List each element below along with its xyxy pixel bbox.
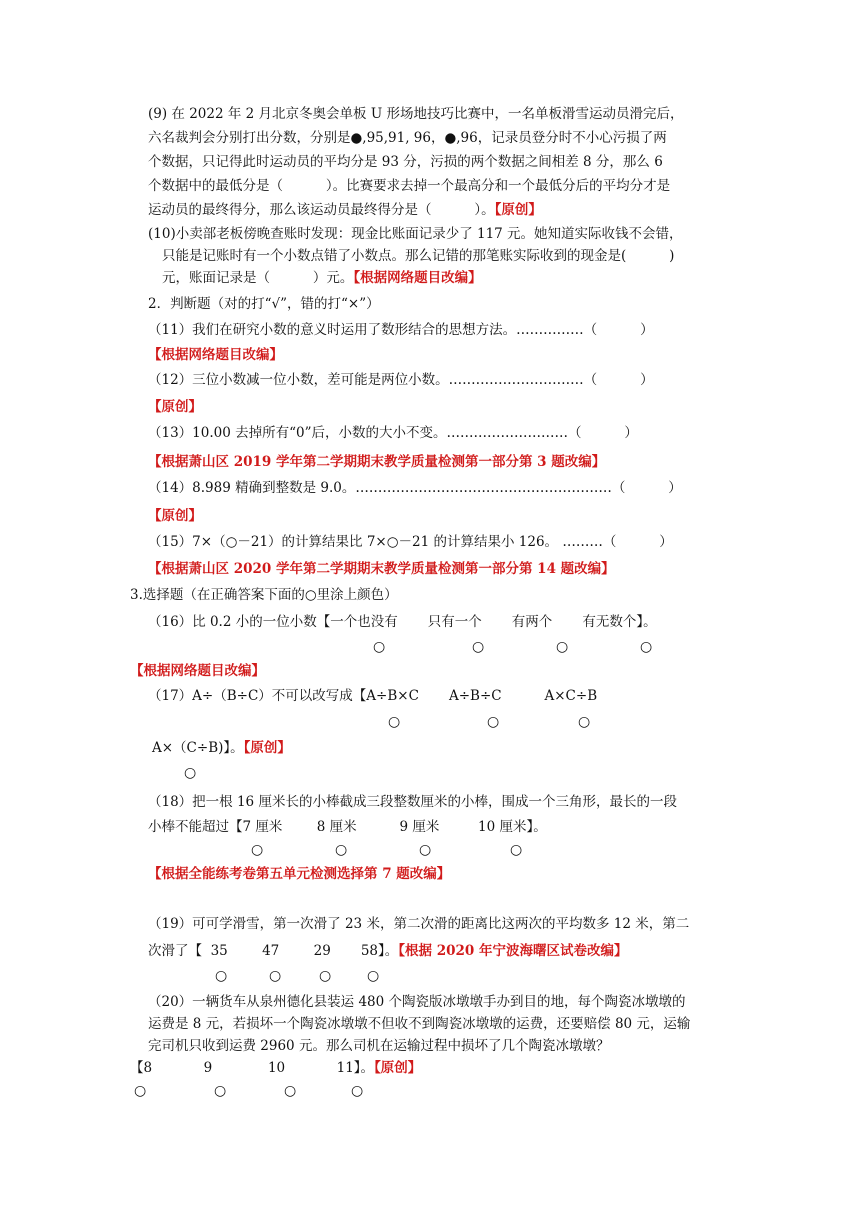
q10-line2: 只能是记账时有一个小数点错了小数点。那么记错的那笔账实际收到的现金是( ) [162, 248, 675, 264]
q15-text: （15）7×（○－21）的计算结果比 7×○－21 的计算结果小 126。 ………（ ） [148, 534, 673, 550]
q19-option-1-circle[interactable]: ○ [215, 968, 228, 984]
q17-option-3-circle[interactable]: ○ [578, 714, 591, 730]
q16-text: （16）比 0.2 小的一位小数【一个也没有 只有一个 有两个 有无数个】。 [148, 614, 657, 630]
q20-line4-text: 【8 9 10 11】。 [130, 1060, 375, 1076]
q17-option-2-circle[interactable]: ○ [487, 714, 500, 730]
q20-line1: （20）一辆货车从泉州德化县装运 480 个陶瓷版冰墩墩手办到目的地，每个陶瓷冰墩墩的 [148, 994, 686, 1010]
q20-option-1-circle[interactable]: ○ [134, 1083, 147, 1099]
q10-line1: (10)小卖部老板傍晚查账时发现：现金比账面记录少了 117 元。她知道实际收钱不会错， [148, 226, 683, 242]
q19-option-3-circle[interactable]: ○ [319, 968, 332, 984]
q17-option-1-circle[interactable]: ○ [388, 714, 401, 730]
q20-option-4-circle[interactable]: ○ [351, 1083, 364, 1099]
q10-source-tag: 【根据网络题目改编】 [353, 270, 482, 286]
q20-line3: 完司机只收到运费 2960 元。那么司机在运输过程中损坏了几个陶瓷冰墩墩？ [148, 1038, 610, 1054]
q17-text: （17）A÷（B÷C）不可以改写成【A÷B×C A÷B÷C A×C÷B [148, 688, 598, 704]
q20-line4 [130, 1058, 421, 1078]
q9-line4: 个数据中的最低分是（ ）。比赛要求去掉一个最高分和一个最低分后的平均分才是 [148, 178, 671, 194]
q9-line2: 六名裁判会分别打出分数，分别是●,95,91, 96，●,96，记录员登分时不小心污损了两 [148, 130, 667, 146]
q19-line2-text: 次滑了【 35 47 29 58】。 [148, 943, 399, 959]
q17-line2 [152, 738, 291, 758]
q18-option-3-circle[interactable]: ○ [419, 842, 432, 858]
q14-text: （14）8.989 精确到整数是 9.0。…………………………………………………（ ） [148, 480, 682, 496]
section-3-heading: 3.选择题（在正确答案下面的○里涂上颜色） [130, 587, 398, 603]
q10-line3 [162, 268, 482, 288]
q20-option-2-circle[interactable]: ○ [214, 1083, 227, 1099]
q19-line1: （19）可可学滑雪，第一次滑了 23 米，第二次滑的距离比这两次的平均数多 12 米，第二 [148, 916, 690, 932]
q20-option-3-circle[interactable]: ○ [284, 1083, 297, 1099]
q20-source-tag: 【原创】 [374, 1060, 422, 1076]
q18-option-2-circle[interactable]: ○ [335, 842, 348, 858]
q9-line3: 个数据，只记得此时运动员的平均分是 93 分，污损的两个数据之间相差 8 分，那么 6 [148, 154, 663, 170]
q16-source-tag: 【根据网络题目改编】 [130, 663, 265, 679]
q9-line1: (9) 在 2022 年 2 月北京冬奥会单板 U 形场地技巧比赛中，一名单板滑雪运动员滑完后， [148, 106, 684, 122]
q17-source-tag: 【原创】 [243, 740, 291, 756]
q18-line2: 小棒不能超过【7 厘米 8 厘米 9 厘米 10 厘米】。 [148, 819, 547, 835]
q9-line5 [148, 200, 542, 220]
q16-option-4-circle[interactable]: ○ [640, 639, 653, 655]
q9-source-tag: 【原创】 [494, 202, 542, 218]
q11-text: （11）我们在研究小数的意义时运用了数形结合的思想方法。……………（ ） [148, 322, 654, 338]
q20-line2: 运费是 8 元，若损坏一个陶瓷冰墩墩不但收不到陶瓷冰墩墩的运费，还要赔偿 80 元，运输 [148, 1016, 691, 1032]
q16-option-1-circle[interactable]: ○ [373, 639, 386, 655]
q19-source-tag: 【根据 2020 年宁波海曙区试卷改编】 [398, 943, 628, 959]
q18-option-1-circle[interactable]: ○ [251, 842, 264, 858]
q14-source-tag: 【原创】 [148, 508, 202, 524]
q13-source-tag: 【根据萧山区 2019 学年第二学期期末教学质量检测第一部分第 3 题改编】 [148, 454, 606, 470]
q12-text: （12）三位小数减一位小数，差可能是两位小数。…………………………（ ） [148, 372, 654, 388]
q11-source-tag: 【根据网络题目改编】 [148, 347, 283, 363]
q17-option-4-circle[interactable]: ○ [184, 765, 197, 781]
q12-source-tag: 【原创】 [148, 399, 202, 415]
q15-source-tag: 【根据萧山区 2020 学年第二学期期末教学质量检测第一部分第 14 题改编】 [148, 561, 615, 577]
q16-option-2-circle[interactable]: ○ [472, 639, 485, 655]
q10-line3-text: 元，账面记录是（ ）元。 [162, 270, 354, 286]
q16-option-3-circle[interactable]: ○ [556, 639, 569, 655]
q13-text: （13）10.00 去掉所有“0”后，小数的大小不变。………………………（ ） [148, 425, 638, 441]
q19-option-2-circle[interactable]: ○ [269, 968, 282, 984]
q19-option-4-circle[interactable]: ○ [367, 968, 380, 984]
section-2-heading: 2．判断题（对的打“√”，错的打“×”） [148, 296, 380, 312]
q18-line1: （18）把一根 16 厘米长的小棒截成三段整数厘米的小棒，围成一个三角形，最长的一段 [148, 794, 677, 810]
q18-option-4-circle[interactable]: ○ [510, 842, 523, 858]
q18-source-tag: 【根据全能练考卷第五单元检测选择第 7 题改编】 [148, 866, 451, 882]
q17-line2-text: A×（C÷B)】。 [152, 740, 244, 756]
q19-line2 [148, 941, 627, 961]
q9-line5-text: 运动员的最终得分，那么该运动员最终得分是（ ）。 [148, 202, 495, 218]
